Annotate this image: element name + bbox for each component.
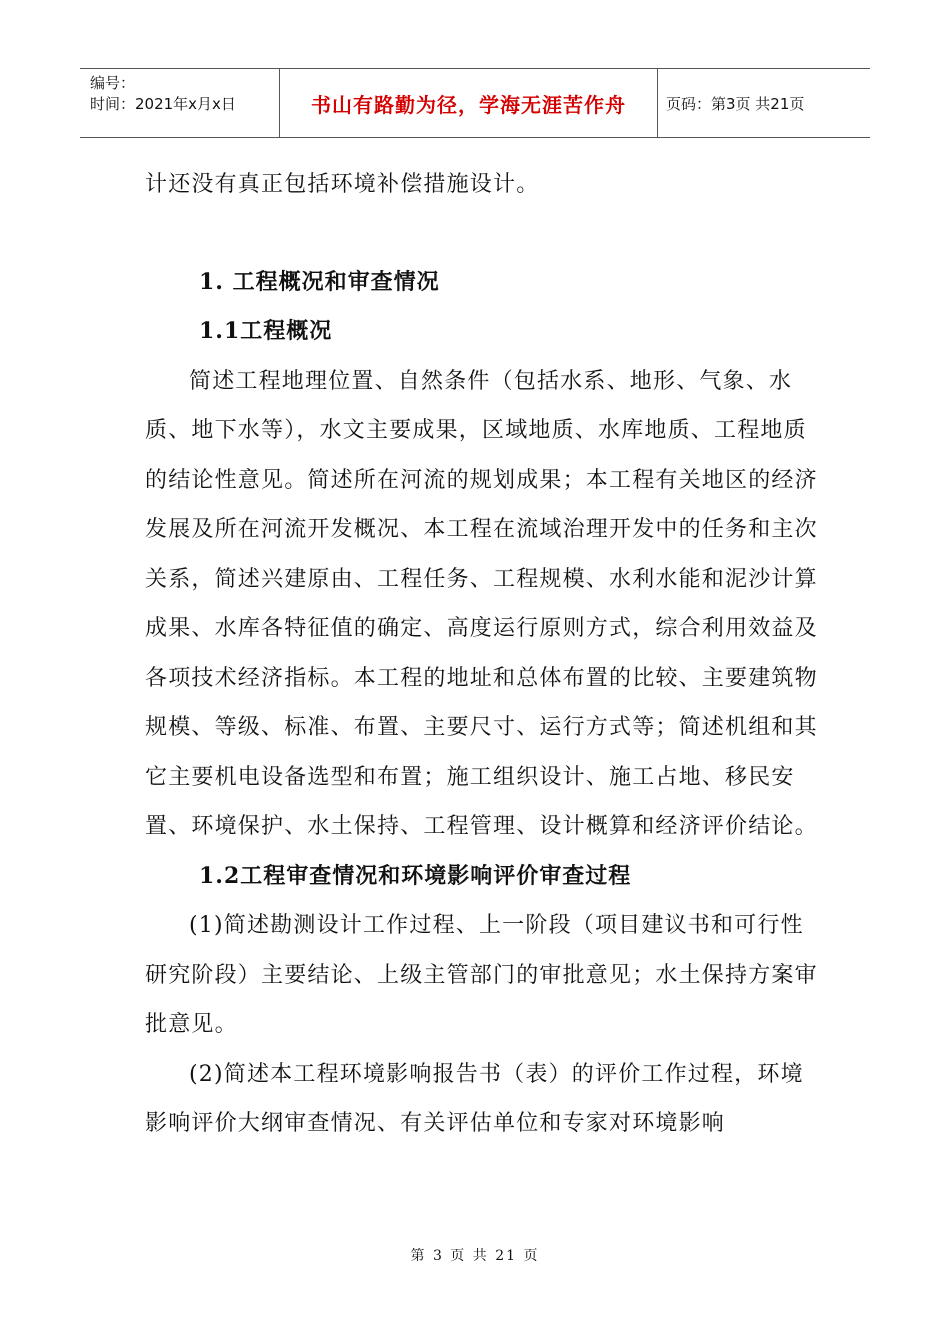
number-label: 编号： [90,74,136,92]
header-page-info: 页码：第3页 共21页 [666,94,805,113]
section-heading-1-2: 1.2工程审查情况和环境影响评价审查过程 [199,862,632,889]
page-header [80,68,870,138]
paragraph-continued: 计还没有真正包括环境补偿措施设计。 [145,172,540,197]
section-heading-1-1: 1.1工程概况 [199,318,333,344]
page-footer: 第 3 页 共 21 页 [410,1248,540,1264]
paragraph-item-1: (1)简述勘测设计工作过程、上一阶段（项目建议书和可行性研究阶段）主要结论、上级主管部门的审批意见；水土保持方案审批意见。 [145,913,818,1037]
paragraph-overview: 简述工程地理位置、自然条件（包括水系、地形、气象、水质、地下水等），水文主要成果，区域地质、水库地质、工程地质的结论性意见。简述所在河流的规划成果；本工程有关地区的经济发展及所在河流开发概况、本工程在流域治理开发中的任务和主次关系，简述兴建原由、工程任务、工程规模、水利水能和泥沙计算成果、水库各特征值的确定、高度运行原则方式，综合利用效益及各项技术经济指标。本工程的地址和总体布置的比较、主要建筑物规模、等级、标准、布置、主要尺寸、运行方式等；简述机组和其它主要机电设备选型和布置；施工组织设计、施工占地、移民安置、环境保护、水土保持、工程管理、设计概算和经济评价结论。 [145,368,818,839]
document-body [145,160,825,1149]
section-heading-1: 1. 工程概况和审查情况 [199,268,440,295]
time-label: 时间：2021年x月x日 [90,95,236,113]
header-motto: 书山有路勤为径，学海无涯苦作舟 [280,69,658,137]
paragraph-item-2: (2)简述本工程环境影响报告书（表）的评价工作过程，环境影响评价大纲审查情况、有关评估单位和专家对环境影响 [145,1061,804,1136]
header-meta [80,69,280,137]
